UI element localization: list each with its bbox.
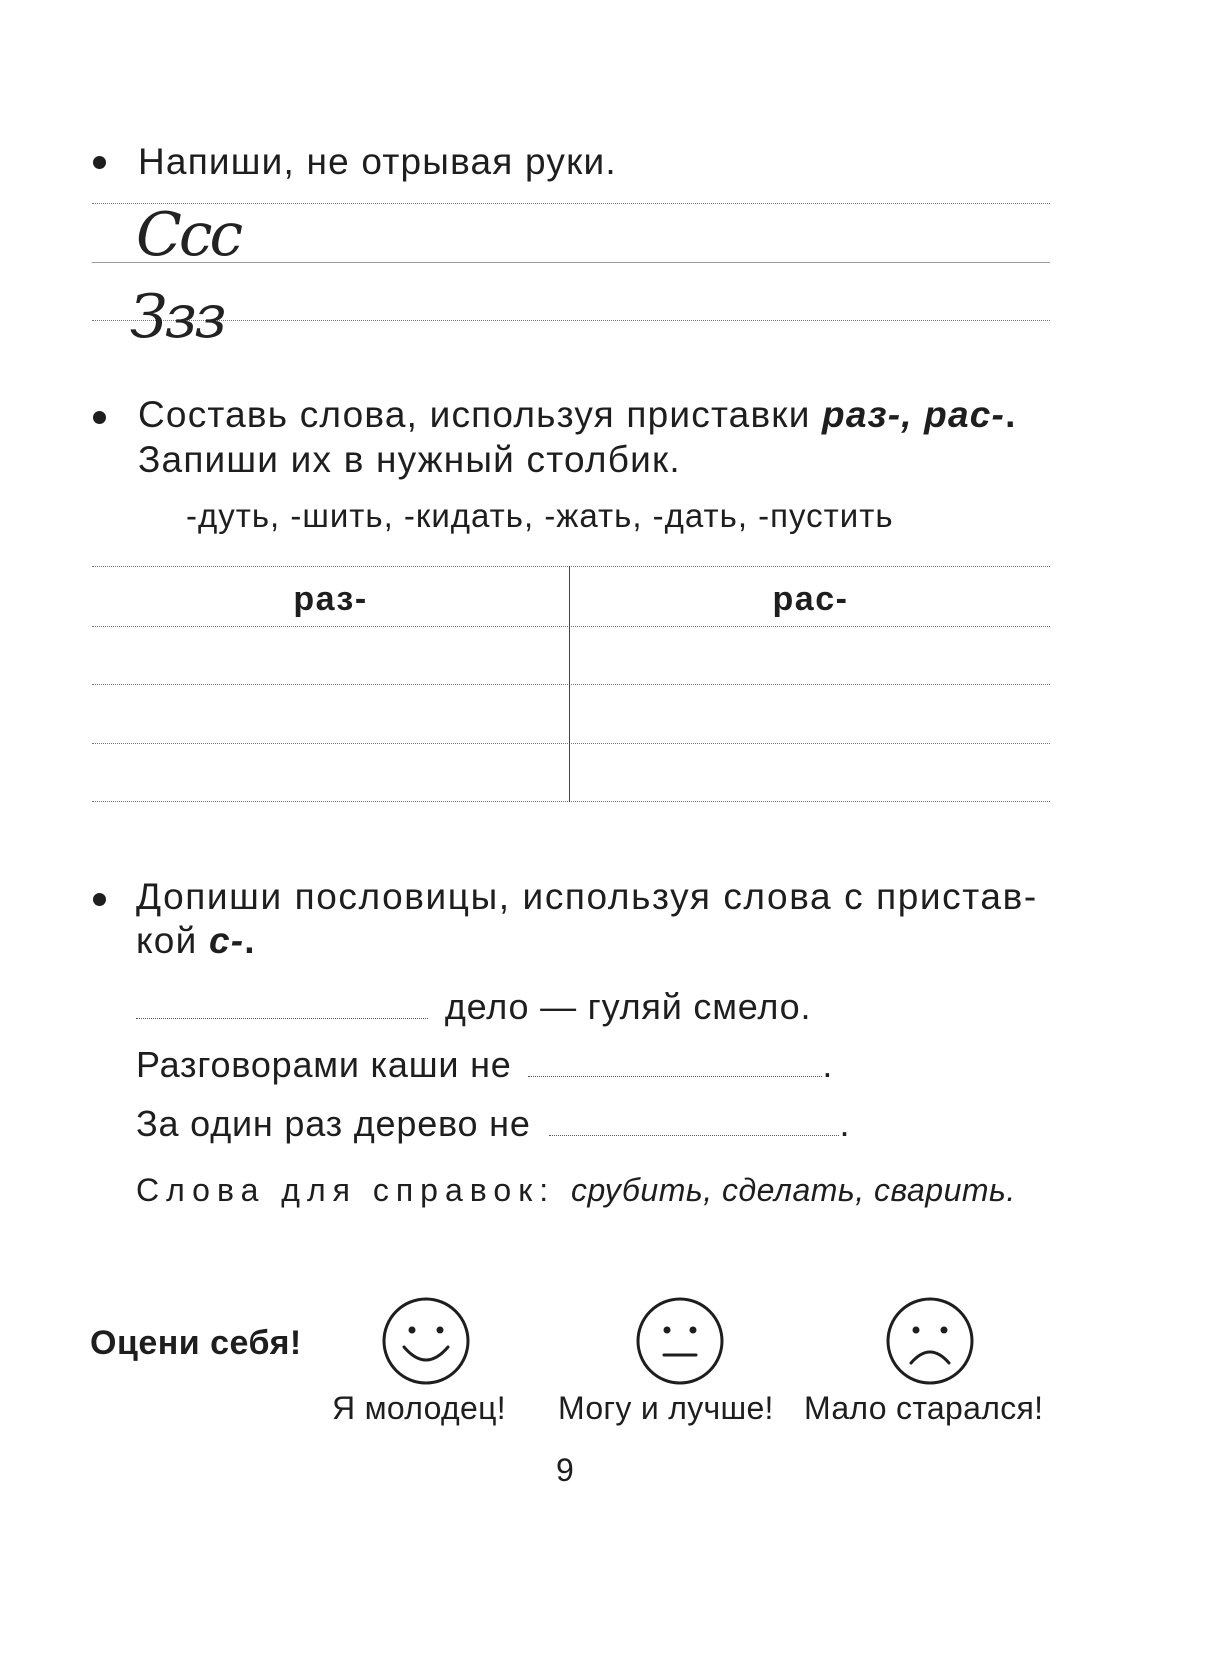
neutral-face-icon[interactable] [634,1295,726,1387]
reference-words [136,1172,1016,1209]
bullet-icon [93,156,106,169]
proverb-2 [136,1044,833,1086]
sad-face-icon[interactable] [884,1295,976,1387]
page-number: 9 [556,1452,574,1488]
reference-label: Слова для справок: [136,1172,556,1208]
task2-instruction [138,391,1017,439]
table-line [92,801,1050,802]
self-assessment-title: Оцени себя! [90,1324,302,1362]
handwriting-sample-c: Ccc [136,200,241,270]
proverb-3-end: . [839,1103,851,1144]
proverb-2-text: Разговорами каши не [136,1044,512,1085]
proverb-2-end: . [822,1044,834,1085]
bullet-icon [93,893,106,906]
option-label-happy: Я молодец! [332,1390,506,1426]
blank-field[interactable] [136,992,428,1019]
task3-instruction-line1: Допиши пословицы, используя слова с пристав- [136,876,1038,917]
happy-face-icon[interactable] [380,1295,472,1387]
proverb-3-text: За один раз дерево не [136,1103,531,1144]
bullet-icon [93,411,106,424]
proverb-1-text: дело — гуляй смело. [444,986,812,1027]
column-header-raz: раз- [293,580,368,618]
table-line [92,626,1050,627]
task1-instruction: Напиши, не отрывая руки. [138,141,617,182]
table-line [92,566,1050,567]
handwriting-sample-z: Ззз [130,282,224,352]
proverb-3 [136,1103,850,1145]
proverb-1 [136,986,811,1028]
task3-instruction-end: . [244,920,256,961]
blank-field[interactable] [549,1109,839,1136]
task2-instruction-text: Составь слова, используя приставки [138,394,823,435]
column-header-ras: рас- [772,580,849,618]
blank-field[interactable] [528,1050,822,1077]
table-line [92,743,1050,744]
task3-instruction-start: кой [136,920,209,961]
reference-list: срубить, сделать, сварить. [570,1172,1016,1208]
task2-instruction-end: . [1005,394,1017,435]
writing-line [92,320,1050,321]
task3-instruction-line2 [136,917,256,965]
task2-roots: -дуть, -шить, -кидать, -жать, -дать, -пустить [186,497,894,534]
option-label-neutral: Могу и лучше! [558,1390,774,1426]
task2-instruction-line2: Запиши их в нужный столбик. [138,439,681,480]
task2-prefixes: раз-, рас- [822,394,1006,435]
table-divider [569,566,570,802]
task3-prefix: с- [208,920,245,961]
table-line [92,684,1050,685]
option-label-sad: Мало старался! [804,1390,1044,1426]
